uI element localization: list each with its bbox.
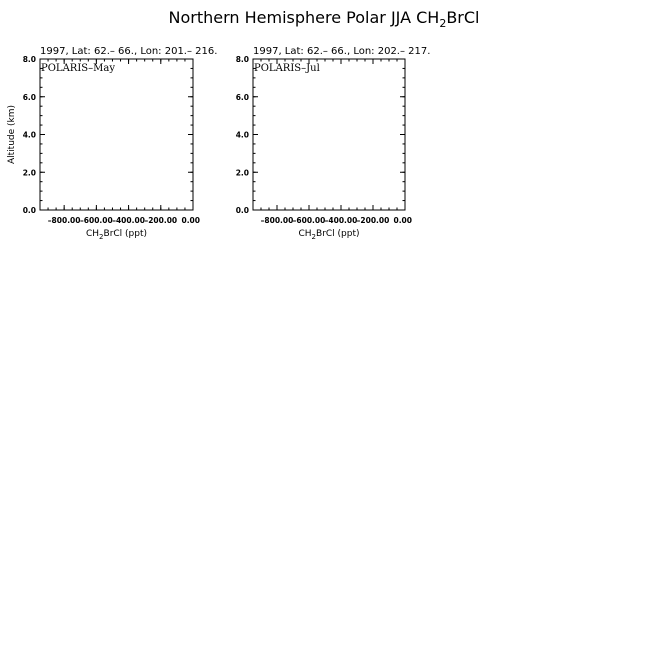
x-axis-label-main: CH [298, 229, 312, 239]
x-axis-label-subscript: 2 [311, 233, 317, 241]
x-tick-label: –600.00 [292, 216, 326, 225]
panel-subtitle: 1997, Lat: 62.– 66., Lon: 202.– 217. [253, 46, 431, 57]
x-tick-label: –400.00 [112, 216, 145, 225]
figure-title [169, 8, 480, 30]
x-axis-label-main: CH [85, 229, 100, 239]
x-tick-label: 0.00 [393, 216, 412, 225]
y-tick-label: 4.0 [235, 130, 249, 140]
campaign-label: POLARIS–May [41, 63, 115, 74]
x-tick-label: –400.00 [324, 216, 358, 225]
figure-title-main: Northern Hemisphere Polar JJA CH [168, 8, 440, 27]
x-tick-label: –200.00 [356, 216, 390, 225]
campaign-label: POLARIS–Jul [254, 63, 320, 74]
x-axis-label-subscript: 2 [99, 233, 104, 241]
y-tick-label: 6.0 [22, 92, 36, 102]
x-tick-label: 0.00 [181, 216, 200, 225]
x-tick-label: –800.00 [260, 216, 294, 225]
y-axis-label: Altitude (km) [7, 104, 17, 165]
y-tick-label: 2.0 [235, 168, 249, 178]
y-tick-label: 8.0 [235, 55, 249, 64]
x-tick-label: –200.00 [144, 216, 178, 225]
x-axis-label-tail: BrCl (ppt) [103, 229, 148, 239]
y-tick-label: 4.0 [22, 130, 36, 140]
figure-title-tail: BrCl [446, 8, 480, 27]
y-tick-label: 0.0 [235, 206, 249, 215]
x-tick-label: –800.00 [47, 216, 81, 225]
panels [7, 46, 430, 241]
panel-subtitle: 1997, Lat: 62.– 66., Lon: 201.– 216. [40, 46, 218, 57]
chart-panel-1 [7, 46, 217, 241]
y-tick-label: 0.0 [22, 206, 36, 215]
x-tick-label: –600.00 [80, 216, 113, 225]
x-axis-label [86, 229, 147, 241]
y-tick-label: 6.0 [235, 92, 249, 102]
plot-frame [253, 59, 405, 210]
y-tick-label: 2.0 [22, 168, 36, 178]
x-axis-label [298, 229, 359, 241]
x-axis-label-tail: BrCl (ppt) [316, 229, 360, 239]
y-tick-label: 8.0 [22, 55, 36, 64]
plot-frame [40, 59, 193, 210]
chart-panel-2 [236, 46, 431, 241]
figure-title-subscript: 2 [439, 17, 447, 30]
